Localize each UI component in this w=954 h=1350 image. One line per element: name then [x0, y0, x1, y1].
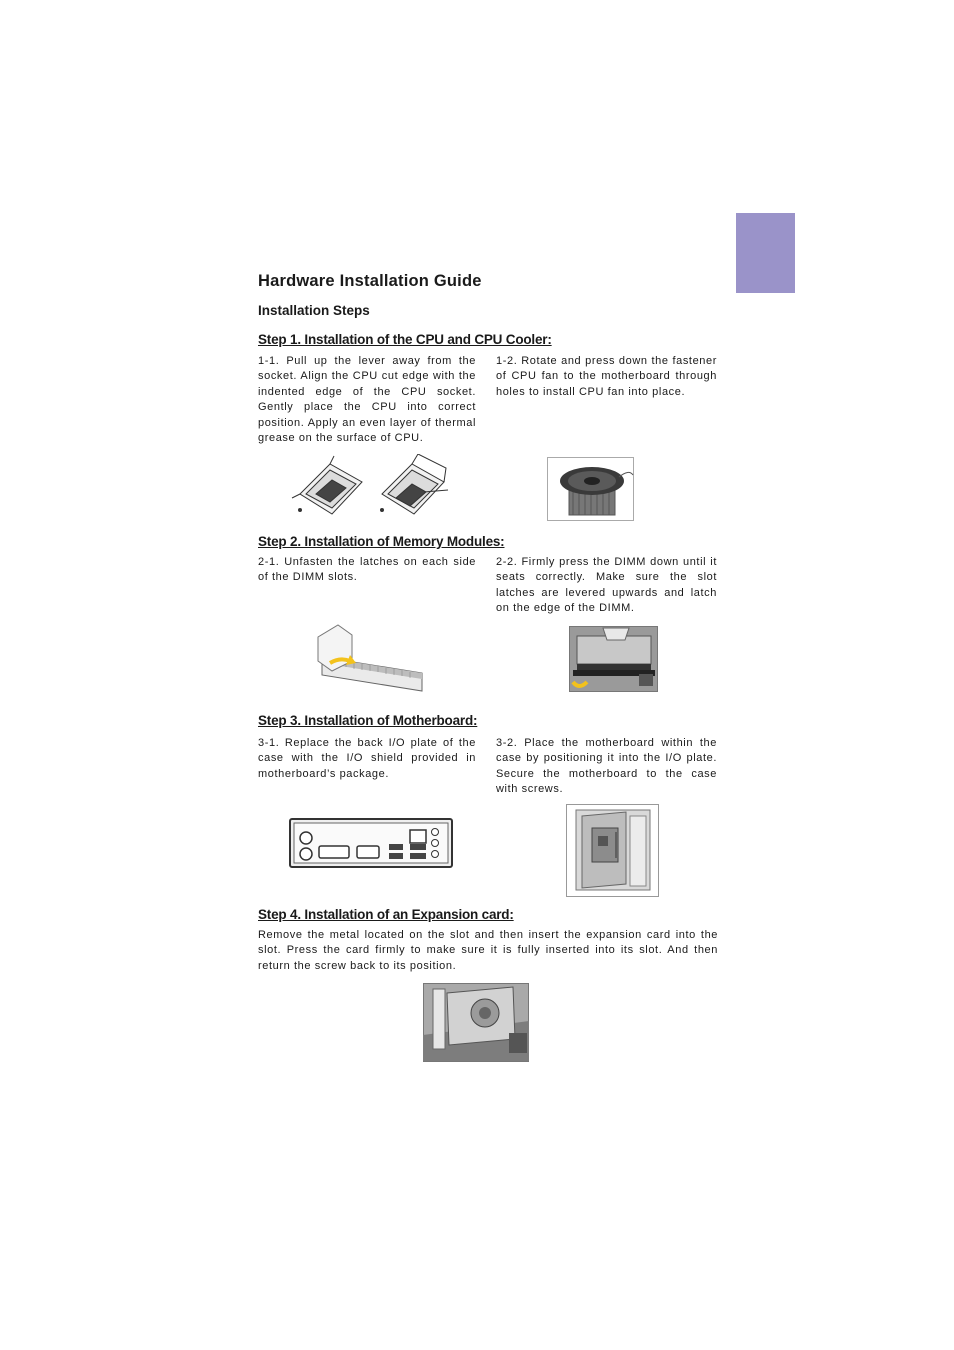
page-title: Hardware Installation Guide [258, 272, 482, 290]
step2-heading: Step 2. Installation of Memory Modules: [258, 534, 505, 549]
step3-right-text: 3-2. Place the motherboard within the case by positioning it into the I/O plate. Secure the motherboard to the case with screws. [496, 737, 717, 796]
step4-heading: Step 4. Installation of an Expansion card: [258, 907, 514, 922]
io-shield-illustration [289, 818, 453, 868]
expansion-card-illustration [423, 983, 530, 1062]
dimm-slot-latch-illustration [316, 617, 426, 695]
step1-left-text: 1-1. Pull up the lever away from the socket. Align the CPU cut edge with the indented edge of the CPU socket. Gently place the CPU into correct position. Apply an even layer of thermal grease on the surface of CPU. [258, 355, 476, 445]
step3-left-text: 3-1. Replace the back I/O plate of the case with the I/O shield provided in motherboard’s package. [258, 737, 476, 780]
cpu-socket-illustration [290, 454, 450, 524]
step3-heading: Step 3. Installation of Motherboard: [258, 713, 478, 728]
step2-left-text: 2-1. Unfasten the latches on each side of the DIMM slots. [258, 556, 476, 584]
cpu-cooler-illustration [547, 457, 635, 521]
motherboard-case-illustration [566, 804, 660, 897]
step4-text: Remove the metal located on the slot and then insert the expansion card into the slot. Press the card firmly to make sure it is fully inserted into its slot. And then return the screw back to its position. [258, 929, 718, 972]
section-subtitle: Installation Steps [258, 303, 370, 318]
step1-heading: Step 1. Installation of the CPU and CPU Cooler: [258, 332, 552, 347]
chapter-tab [736, 213, 795, 293]
step2-right-text: 2-2. Firmly press the DIMM down until it seats correctly. Make sure the slot latches are levered upwards and latch on the edge of the DIMM. [496, 556, 717, 615]
dimm-insert-illustration [569, 626, 659, 692]
step1-right-text: 1-2. Rotate and press down the fastener of CPU fan to the motherboard through holes to install CPU fan into place. [496, 355, 717, 398]
